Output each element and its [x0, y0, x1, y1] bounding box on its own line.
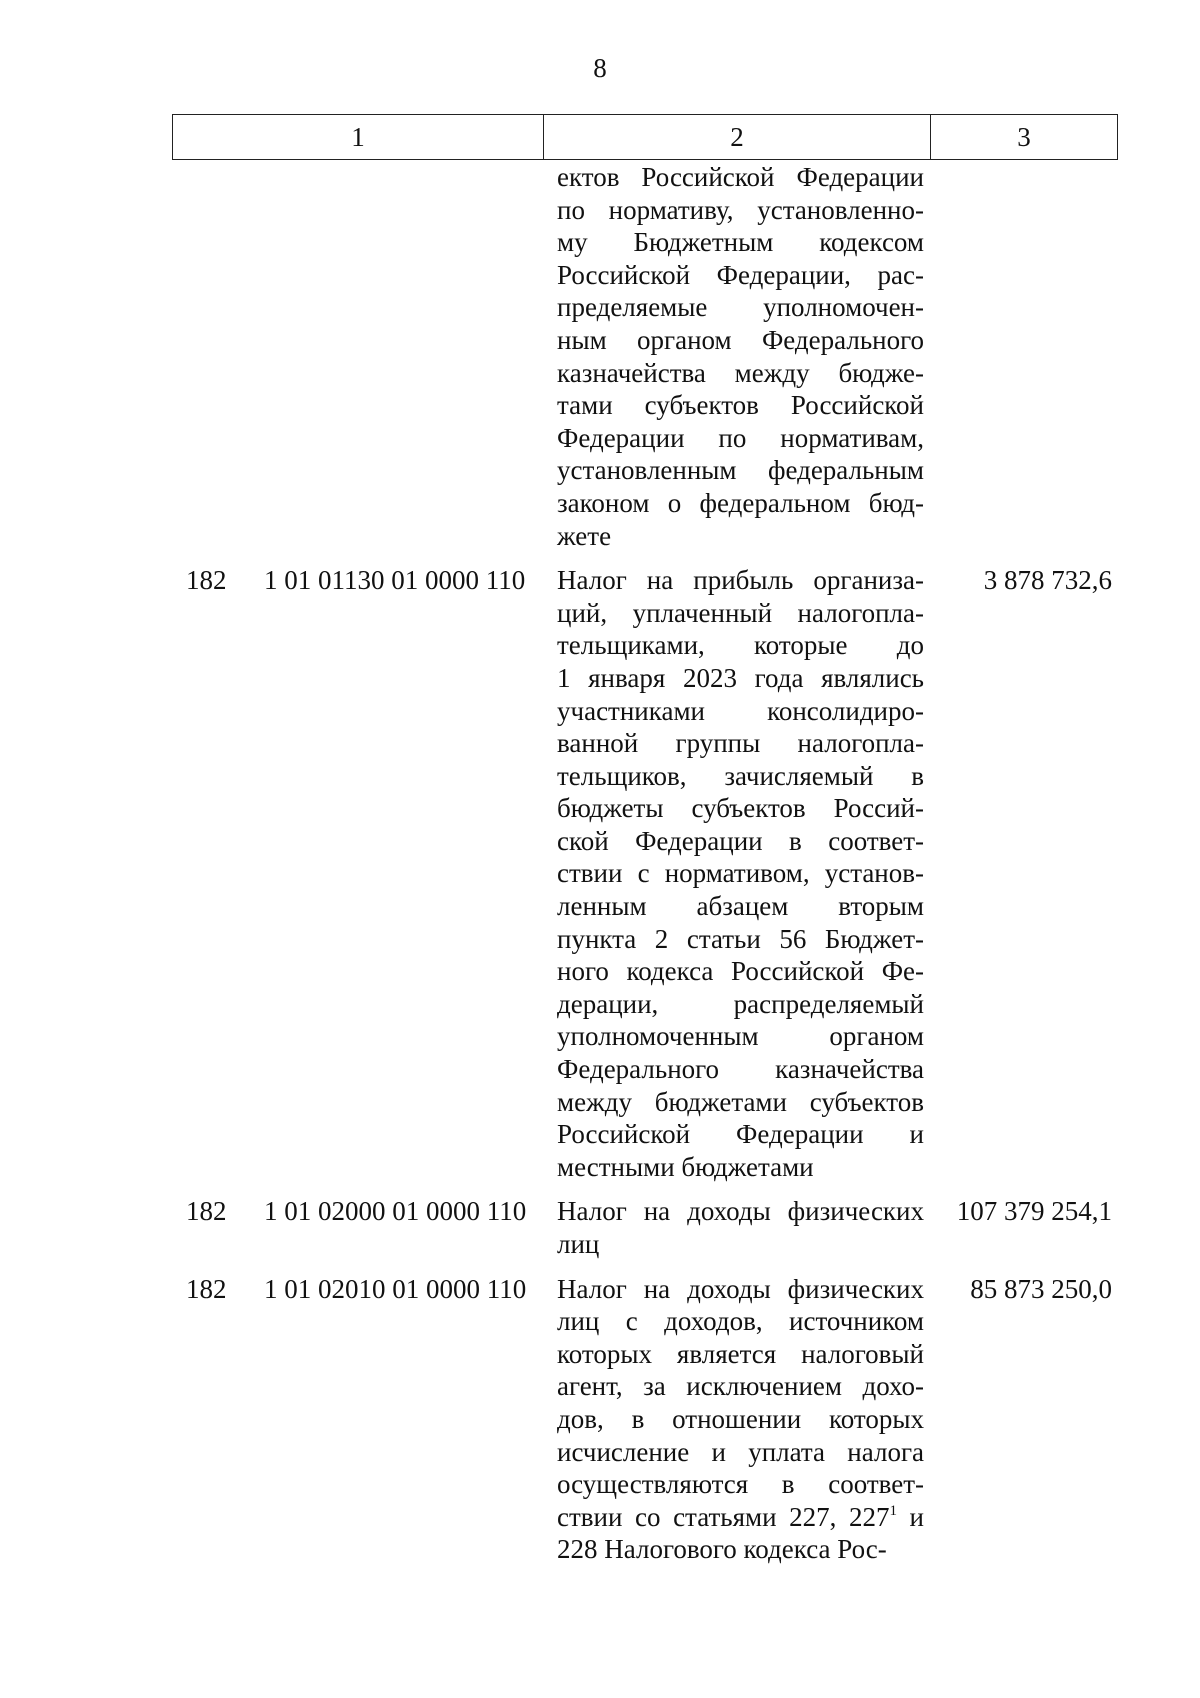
description-line: казначейства между бюдже- [557, 357, 924, 388]
admin-code-cell: 182 [186, 565, 227, 596]
description-line: Налог на доходы физических [557, 1196, 924, 1227]
description-line: агент, за исключением дохо- [557, 1371, 924, 1402]
page-number: 8 [593, 53, 607, 83]
description-line: Российской Федерации и [557, 1119, 924, 1150]
footnote-superscript: 1 [889, 1502, 897, 1519]
description-line: ного кодекса Российской Фе- [557, 956, 924, 987]
description-line-tail: и [896, 1501, 924, 1532]
description-line: ленным абзацем вторым [557, 891, 924, 922]
description-line: осуществляются в соответ- [557, 1469, 924, 1500]
description-line: Налог на доходы физических [557, 1273, 924, 1304]
description-line: ным органом Федерального [557, 324, 924, 355]
description-line: дов, в отношении которых [557, 1403, 924, 1434]
description-line: тами субъектов Российской [557, 390, 924, 421]
description-cell [543, 564, 930, 1183]
admin-code-cell: 182 [186, 1196, 227, 1227]
table-row [172, 1195, 1118, 1260]
description-line: бюджеты субъектов Россий- [557, 793, 924, 824]
description-line: тельщиками, которые до [557, 630, 924, 661]
admin-code-cell: 182 [186, 1273, 227, 1304]
description-line: между бюджетами субъектов [557, 1086, 924, 1117]
description-line: лиц с доходов, источником [557, 1306, 924, 1337]
table-row [172, 161, 1118, 552]
amount-cell: 3 878 732,6 [983, 565, 1112, 596]
description-line: му Бюджетным кодексом [557, 227, 924, 258]
description-cell [543, 1273, 930, 1566]
description-line: тельщиков, зачисляемый в [557, 760, 924, 791]
description-line: ванной группы налогопла- [557, 728, 924, 759]
description-line: лиц [557, 1229, 600, 1259]
budget-code-cell: 1 01 02010 01 0000 110 [264, 1273, 527, 1304]
description-cell [543, 1195, 930, 1260]
budget-code-cell: 1 01 01130 01 0000 110 [264, 565, 526, 596]
budget-code-cell: 1 01 02000 01 0000 110 [264, 1196, 527, 1227]
description-line: установленным федеральным [557, 455, 924, 486]
description-line: ций, уплаченный налогопла- [557, 597, 924, 628]
table-header [172, 114, 1118, 160]
description-line: по нормативу, установленно- [557, 194, 924, 225]
description-line: ской Федерации в соответ- [557, 825, 924, 856]
description-line: Федерального казначейства [557, 1054, 924, 1085]
header-cell-2: 2 [544, 115, 931, 159]
amount-cell: 107 379 254,1 [956, 1196, 1112, 1227]
description-line [557, 1501, 924, 1534]
description-line: уполномоченным органом [557, 1021, 924, 1052]
description-line: 228 Налогового кодекса Рос- [557, 1534, 887, 1565]
table-row [172, 1273, 1118, 1566]
description-line: пункта 2 статьи 56 Бюджет- [557, 923, 924, 954]
description-line: исчисление и уплата налога [557, 1436, 924, 1467]
table-row [172, 564, 1118, 1183]
description-line: местными бюджетами [557, 1151, 814, 1182]
description-line: 1 января 2023 года являлись [557, 662, 924, 693]
description-line: которых является налоговый [557, 1338, 924, 1369]
table-body [172, 161, 1118, 1566]
description-line: Налог на прибыль организа- [557, 565, 924, 596]
description-cell [543, 161, 930, 552]
description-line: Российской Федерации, рас- [557, 259, 924, 290]
amount-cell: 85 873 250,0 [970, 1273, 1112, 1304]
header-cell-3: 3 [1017, 121, 1031, 152]
description-line: Федерации по нормативам, [557, 422, 924, 453]
description-line: законом о федеральном бюд- [557, 487, 924, 518]
description-line: участниками консолидиро- [557, 695, 924, 726]
description-line: дерации, распределяемый [557, 988, 924, 1019]
description-line: жете [557, 520, 612, 551]
header-cell-1: 1 [173, 115, 544, 159]
description-line: ствии с нормативом, установ- [557, 858, 924, 889]
description-line: ектов Российской Федерации [557, 162, 924, 192]
description-line-text: ствии со статьями 227, 227 [557, 1501, 890, 1532]
description-line: пределяемые уполномочен- [557, 292, 924, 323]
